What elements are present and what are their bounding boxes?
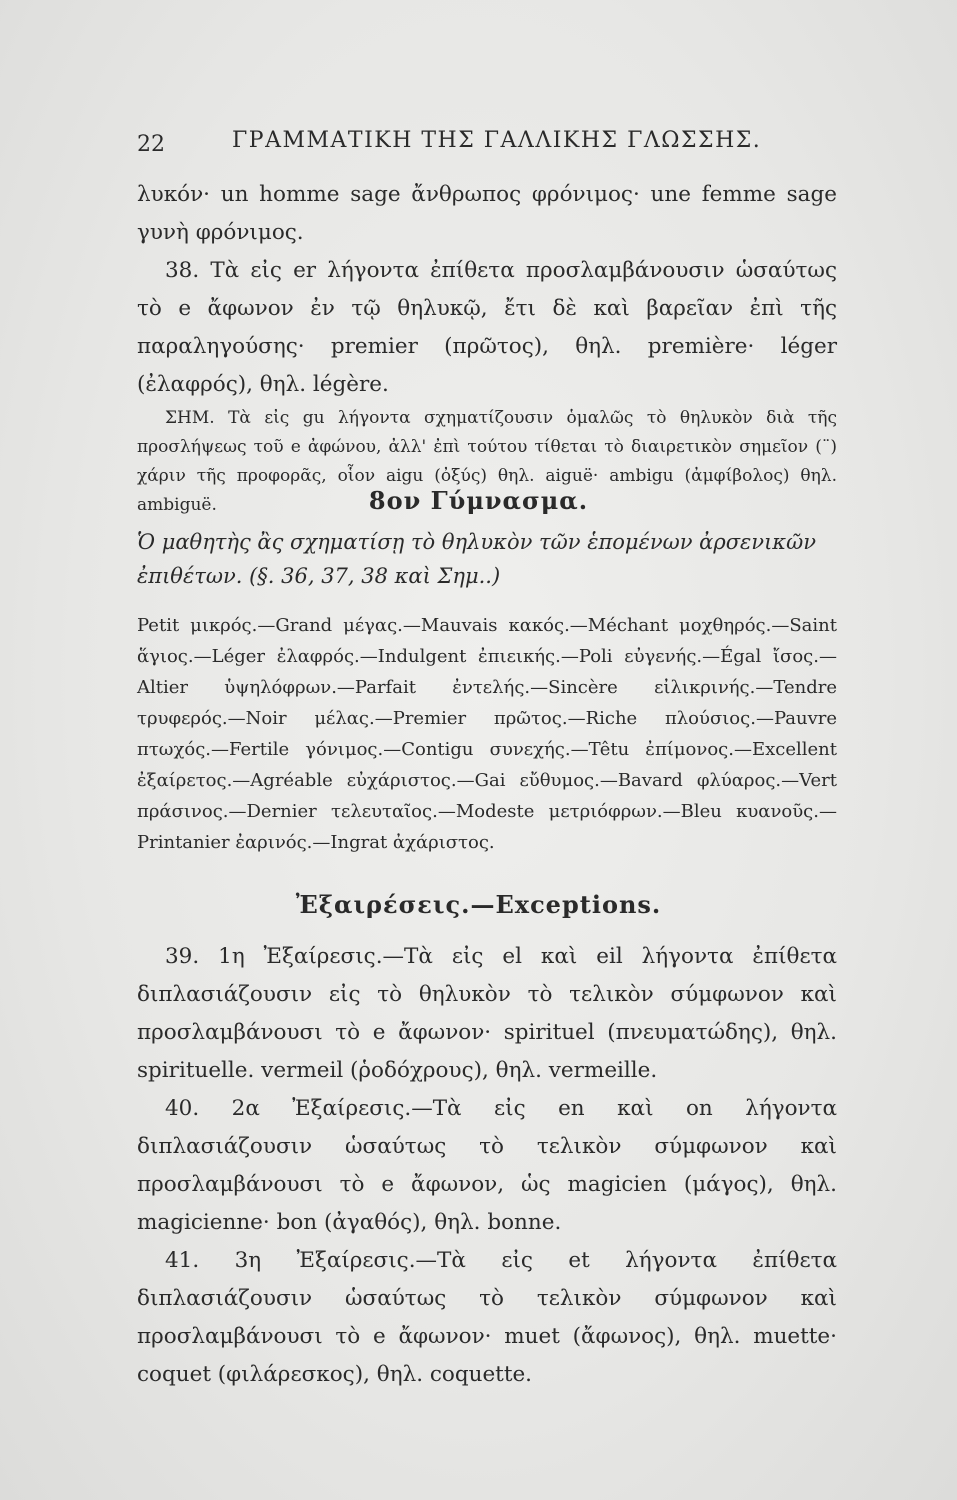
exceptions-title: Ἐξαιρέσεις.—Exceptions. [295, 890, 662, 919]
rule-39-paragraph: 39. 1η Ἐξαίρεσις.—Τὰ εἰς el καὶ eil λήγοντα ἐπίθετα διπλασιάζουσιν εἰς τὸ θηλυκὸν τὸ τελικὸν σύμφωνον καὶ προσλαμβάνουσι τὸ e ἄφωνον· spirituel (πνευματώδης), θηλ. spirituelle. vermeil (ῥοδόχρους), θηλ. vermeille. [137, 944, 837, 1083]
page-number: 22 [137, 132, 165, 157]
exercise-instruction: Ὁ μαθητὴς ἂς σχηματίσῃ τὸ θηλυκὸν τῶν ἑπομένων ἀρσενικῶν ἐπιθέτων. (§. 36, 37, 38 καὶ Σημ..) [137, 530, 816, 588]
main-text [137, 176, 837, 520]
rule-40-paragraph: 40. 2α Ἐξαίρεσις.—Τὰ εἰς en καὶ on λήγοντα διπλασιάζουσιν ὡσαύτως τὸ τελικὸν σύμφωνον καὶ προσλαμβάνουσι τὸ e ἄφωνον, ὡς magicien (μάγος), θηλ. magicienne· bon (ἀγαθός), θηλ. bonne. [137, 1096, 837, 1235]
exercise-title: 8ον Γύμνασμα. [368, 486, 589, 515]
exceptions-rules [137, 938, 837, 1394]
running-header: ΓΡΑΜΜΑΤΙΚΗ ΤΗΣ ΓΑΛΛΙΚΗΣ ΓΛΩΣΣΗΣ. [232, 128, 762, 153]
continuation-paragraph: λυκόν· un homme sage ἄνθρωπος φρόνιμος· une femme sage γυνὴ φρόνιμος. [137, 182, 837, 245]
rule-38-paragraph: 38. Τὰ εἰς er λήγοντα ἐπίθετα προσλαμβάνουσιν ὡσαύτως τὸ e ἄφωνον ἐν τῷ θηλυκῷ, ἔτι δὲ καὶ βαρεῖαν ἐπὶ τῆς παραληγούσης· premier (πρῶτος), θηλ. première· léger (ἐλαφρός), θηλ. légère. [137, 258, 837, 397]
rule-41-paragraph: 41. 3η Ἐξαίρεσις.—Τὰ εἰς et λήγοντα ἐπίθετα διπλασιάζουσιν ὡσαύτως τὸ τελικὸν σύμφωνον καὶ προσλαμβάνουσι τὸ e ἄφωνον· muet (ἄφωνος), θηλ. muette· coquet (φιλάρεσκος), θηλ. coquette. [137, 1248, 837, 1387]
exercise-vocabulary: Petit μικρός.—Grand μέγας.—Mauvais κακός.—Méchant μοχθηρός.—Saint ἅγιος.—Léger ἐλαφρός.—Indulgent ἐπιεικής.—Poli εὐγενής.—Égal ἴσος.—Altier ὑψηλόφρων.—Parfait ἐντελής.—Sincère εἰλικρινής.—Tendre τρυφερός.—Noir μέλας.—Premier πρῶτος.—Riche πλούσιος.—Pauvre πτωχός.—Fertile γόνιμος.—Contigu συνεχής.—Têtu ἐπίμονος.—Excellent ἐξαίρετος.—Agréable εὐχάριστος.—Gai εὔθυμος.—Bavard φλύαρος.—Vert πράσινος.—Dernier τελευταῖος.—Modeste μετριόφρων.—Bleu κυανοῦς.—Printanier ἐαρινός.—Ingrat ἀχάριστος. [137, 615, 837, 853]
note-paragraph: ΣΗΜ. Τὰ εἰς gu λήγοντα σχηματίζουσιν ὁμαλῶς τὸ θηλυκὸν διὰ τῆς προσλήψεως τοῦ e ἀφώνου, ἀλλ' ἐπὶ τούτου τίθεται τὸ διαιρετικὸν σημεῖον (¨) χάριν τῆς προφορᾶς, οἷον aigu (ὀξύς) θηλ. aiguë· ambigu (ἀμφίβολος) θηλ. ambiguë. [137, 408, 837, 515]
